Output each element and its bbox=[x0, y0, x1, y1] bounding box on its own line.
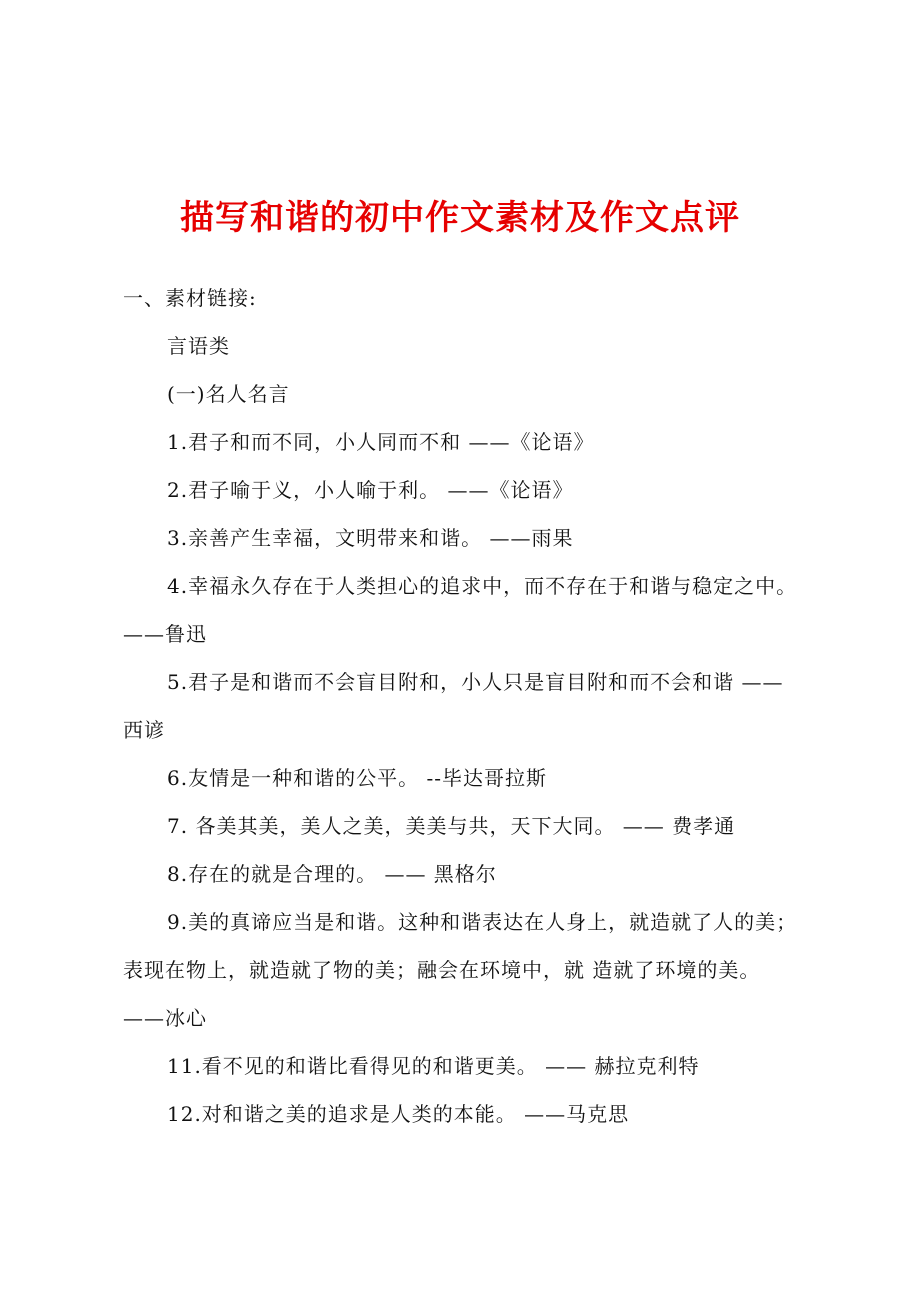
document-title: 描写和谐的初中作文素材及作文点评 bbox=[180, 198, 740, 238]
quote-3: 3.亲善产生幸福，文明带来和谐。 ——雨果 bbox=[167, 526, 574, 550]
quote-9-line-1: 9.美的真谛应当是和谐。这种和谐表达在人身上，就造就了人的美； bbox=[167, 910, 798, 934]
quote-9-line-3: ——冰心 bbox=[123, 1006, 207, 1030]
quote-2: 2.君子喻于义，小人喻于利。 ——《论语》 bbox=[167, 478, 574, 502]
quote-5-line-2: 西谚 bbox=[123, 718, 165, 742]
quote-5-line-1: 5.君子是和谐而不会盲目附和，小人只是盲目附和而不会和谐 —— bbox=[167, 670, 784, 694]
quote-11: 11.看不见的和谐比看得见的和谐更美。 —— 赫拉克利特 bbox=[167, 1054, 700, 1078]
quote-9-line-2: 表现在物上，就造就了物的美；融会在环境中，就 造就了环境的美。 bbox=[123, 958, 761, 982]
quote-4-line-2: ——鲁迅 bbox=[123, 622, 207, 646]
quote-1: 1.君子和而不同，小人同而不和 ——《论语》 bbox=[167, 430, 595, 454]
quote-12: 12.对和谐之美的追求是人类的本能。 ——马克思 bbox=[167, 1102, 630, 1126]
category-label: 言语类 bbox=[167, 334, 230, 358]
quote-8: 8.存在的就是合理的。 —— 黑格尔 bbox=[167, 862, 497, 886]
quote-4-line-1: 4.幸福永久存在于人类担心的追求中，而不存在于和谐与稳定之中。 bbox=[167, 574, 798, 598]
subsection-heading: (一)名人名言 bbox=[167, 382, 290, 406]
quote-7: 7. 各美其美，美人之美，美美与共，天下大同。 —— 费孝通 bbox=[167, 814, 736, 838]
section-heading: 一、素材链接: bbox=[123, 286, 257, 310]
quote-6: 6.友情是一种和谐的公平。 --毕达哥拉斯 bbox=[167, 766, 547, 790]
